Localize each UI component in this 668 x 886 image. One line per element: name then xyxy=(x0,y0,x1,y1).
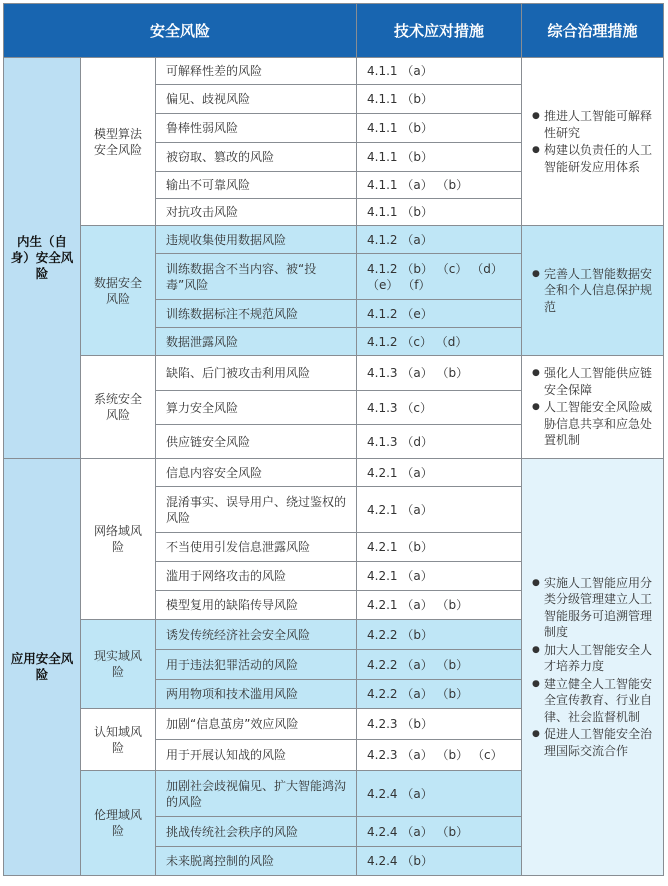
tech-cell: 4.2.1 （b） xyxy=(357,533,522,562)
gov-bullet: ● 建立健全人工智能安全宣传教育、行业自律、社会监督机制 xyxy=(532,676,653,724)
risk-cell: 算力安全风险 xyxy=(156,391,357,425)
header-row xyxy=(4,4,664,58)
table-row xyxy=(4,58,664,85)
risk-cell: 被窃取、篡改的风险 xyxy=(156,143,357,172)
tech-cell: 4.1.1 （b） xyxy=(357,85,522,114)
tech-cell: 4.2.4 （a） （b） xyxy=(357,817,522,847)
gov-cell xyxy=(522,459,664,876)
tech-cell: 4.2.3 （b） xyxy=(357,709,522,740)
tech-cell: 4.2.3 （a） （b） （c） xyxy=(357,740,522,771)
risk-cell: 两用物项和技术滥用风险 xyxy=(156,680,357,709)
gov-cell xyxy=(522,356,664,459)
tech-cell: 4.1.1 （b） xyxy=(357,199,522,226)
gov-bullet: ● 构建以负责任的人工智能研发应用体系 xyxy=(532,143,653,174)
header-tech: 技术应对措施 xyxy=(357,4,522,58)
tech-cell: 4.2.1 （a） xyxy=(357,487,522,533)
tech-cell: 4.2.4 （b） xyxy=(357,847,522,876)
tech-cell: 4.2.1 （a） xyxy=(357,562,522,591)
gov-bullet: ● 完善人工智能数据安全和个人信息保护规范 xyxy=(532,266,653,314)
risk-cell: 用于开展认知战的风险 xyxy=(156,740,357,771)
group-label: 认知域风险 xyxy=(81,709,156,771)
tech-cell: 4.1.3 （c） xyxy=(357,391,522,425)
tech-cell: 4.1.1 （b） xyxy=(357,143,522,172)
risk-cell: 训练数据含不当内容、被“投毒”风险 xyxy=(156,254,357,300)
tech-cell: 4.1.1 （b） xyxy=(357,114,522,143)
section-label: 内生（自身）安全风险 xyxy=(4,58,81,459)
gov-bullet: ● 实施人工智能应用分类分级管理建立人工智能服务可追溯管理制度 xyxy=(532,575,653,640)
risk-cell: 数据泄露风险 xyxy=(156,328,357,356)
gov-bullet: ● 强化人工智能供应链安全保障 xyxy=(532,366,653,397)
tech-cell: 4.1.2 （e） xyxy=(357,300,522,328)
tech-cell: 4.2.2 （a） （b） xyxy=(357,650,522,680)
risk-cell: 输出不可靠风险 xyxy=(156,172,357,199)
tech-cell: 4.1.2 （c） （d） xyxy=(357,328,522,356)
gov-cell xyxy=(522,226,664,356)
risk-cell: 供应链安全风险 xyxy=(156,425,357,459)
group-label: 网络域风险 xyxy=(81,459,156,620)
risk-cell: 模型复用的缺陷传导风险 xyxy=(156,591,357,620)
tech-cell: 4.1.2 （b） （c） （d） （e） （f） xyxy=(357,254,522,300)
risk-cell: 鲁棒性弱风险 xyxy=(156,114,357,143)
table-row xyxy=(4,356,664,391)
risk-cell: 加剧“信息茧房”效应风险 xyxy=(156,709,357,740)
risk-cell: 违规收集使用数据风险 xyxy=(156,226,357,254)
gov-bullet: ● 促进人工智能安全治理国际交流合作 xyxy=(532,727,653,758)
risk-cell: 对抗攻击风险 xyxy=(156,199,357,226)
group-label: 伦理域风险 xyxy=(81,771,156,876)
header-risk: 安全风险 xyxy=(4,4,357,58)
tech-cell: 4.2.2 （b） xyxy=(357,620,522,650)
section-label: 应用安全风险 xyxy=(4,459,81,876)
gov-bullet: ● 推进人工智能可解释性研究 xyxy=(532,109,653,140)
risk-table xyxy=(3,3,664,876)
tech-cell: 4.2.1 （a） （b） xyxy=(357,591,522,620)
tech-cell: 4.1.1 （a） （b） xyxy=(357,172,522,199)
gov-cell xyxy=(522,58,664,226)
risk-cell: 诱发传统经济社会安全风险 xyxy=(156,620,357,650)
risk-cell: 未来脱离控制的风险 xyxy=(156,847,357,876)
group-label: 数据安全风险 xyxy=(81,226,156,356)
risk-cell: 信息内容安全风险 xyxy=(156,459,357,487)
table-row xyxy=(4,459,664,487)
risk-cell: 训练数据标注不规范风险 xyxy=(156,300,357,328)
risk-cell: 不当使用引发信息泄露风险 xyxy=(156,533,357,562)
risk-cell: 滥用于网络攻击的风险 xyxy=(156,562,357,591)
header-gov: 综合治理措施 xyxy=(522,4,664,58)
risk-cell: 用于违法犯罪活动的风险 xyxy=(156,650,357,680)
risk-cell: 缺陷、后门被攻击利用风险 xyxy=(156,356,357,391)
group-label: 现实域风险 xyxy=(81,620,156,709)
tech-cell: 4.1.3 （d） xyxy=(357,425,522,459)
risk-cell: 加剧社会歧视偏见、扩大智能鸿沟的风险 xyxy=(156,771,357,817)
group-label: 系统安全风险 xyxy=(81,356,156,459)
tech-cell: 4.2.2 （a） （b） xyxy=(357,680,522,709)
tech-cell: 4.1.3 （a） （b） xyxy=(357,356,522,391)
tech-cell: 4.1.2 （a） xyxy=(357,226,522,254)
tech-cell: 4.2.4 （a） xyxy=(357,771,522,817)
risk-cell: 偏见、歧视风险 xyxy=(156,85,357,114)
table-row xyxy=(4,226,664,254)
gov-bullet: ● 加大人工智能安全人才培养力度 xyxy=(532,642,653,674)
risk-cell: 可解释性差的风险 xyxy=(156,58,357,85)
group-label: 模型算法安全风险 xyxy=(81,58,156,226)
tech-cell: 4.2.1 （a） xyxy=(357,459,522,487)
gov-bullet: ● 人工智能安全风险威胁信息共享和应急处置机制 xyxy=(532,400,653,448)
risk-cell: 混淆事实、误导用户、绕过鉴权的风险 xyxy=(156,487,357,533)
risk-table-wrapper xyxy=(3,3,664,876)
tech-cell: 4.1.1 （a） xyxy=(357,58,522,85)
risk-cell: 挑战传统社会秩序的风险 xyxy=(156,817,357,847)
